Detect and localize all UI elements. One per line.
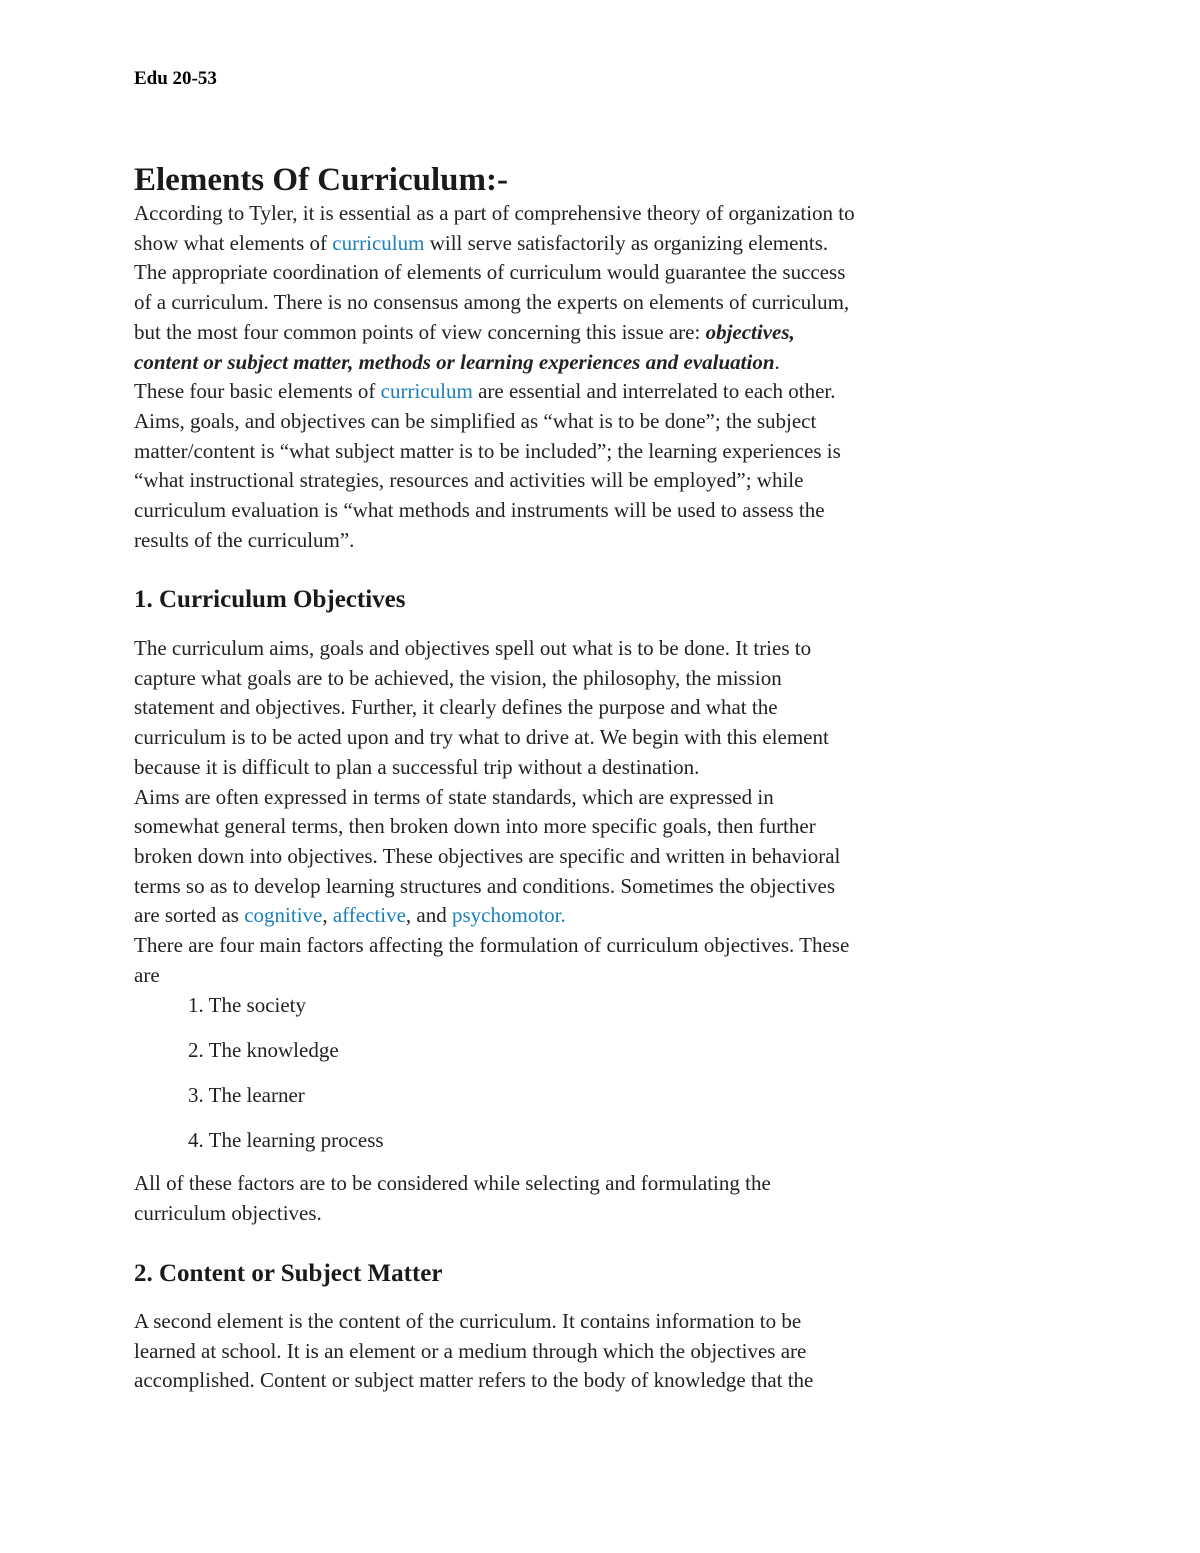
content-paragraph [134,1307,974,1396]
intro-line: These four basic elements of curriculum are essential and interrelated to each other. [134,379,836,404]
intro-line: curriculum evaluation is “what methods and instruments will be used to assess the [134,498,825,523]
paragraph-line: broken down into objectives. These objectives are specific and written in behavioral [134,843,841,868]
paragraph-line: are [134,962,160,987]
psychomotor-link[interactable]: psychomotor. [452,903,566,928]
paragraph-line: curriculum objectives. [134,1200,322,1225]
cognitive-link[interactable]: cognitive [244,903,323,928]
header-code: Edu 20-53 [134,68,217,89]
intro-line: show what elements of curriculum will serve satisfactorily as organizing elements. [134,230,829,255]
intro-line: of a curriculum. There is no consensus among the experts on elements of curriculum, [134,290,850,315]
paragraph-line: The curriculum aims, goals and objectives spell out what is to be done. It tries to [134,636,812,660]
objectives-paragraph [134,634,974,990]
factors-list [188,990,384,1170]
list-item: 2. The knowledge [188,1038,339,1062]
page-title: Elements Of Curriculum:- [134,162,508,198]
list-item: 1. The society [188,993,307,1017]
intro-line: results of the curriculum”. [134,527,355,552]
paragraph-line: statement and objectives. Further, it clearly defines the purpose and what the [134,695,778,720]
intro-line: The appropriate coordination of elements of curriculum would guarantee the success [134,260,846,285]
section-heading-objectives: 1. Curriculum Objectives [134,586,406,613]
paragraph-line: accomplished. Content or subject matter refers to the body of knowledge that the [134,1368,814,1393]
intro-line: According to Tyler, it is essential as a part of comprehensive theory of organization to [134,201,855,225]
intro-line: “what instructional strategies, resources and activities will be employed”; while [134,468,804,493]
paragraph-line: curriculum is to be acted upon and try what to drive at. We begin with this element [134,725,829,750]
paragraph-line: terms so as to develop learning structures and conditions. Sometimes the objectives [134,873,836,898]
affective-link[interactable]: affective [332,903,406,928]
intro-line: Aims, goals, and objectives can be simplified as “what is to be done”; the subject [134,408,817,433]
intro-line: matter/content is “what subject matter is to be included”; the learning experiences is [134,438,841,463]
paragraph-line: learned at school. It is an element or a medium through which the objectives are [134,1338,807,1363]
curriculum-link[interactable]: curriculum [380,379,473,404]
paragraph-line: Aims are often expressed in terms of state standards, which are expressed in [134,784,774,809]
paragraph-line: A second element is the content of the curriculum. It contains information to be [134,1309,802,1333]
curriculum-link[interactable]: curriculum [332,230,425,255]
paragraph-line: There are four main factors affecting the formulation of curriculum objectives. These [134,933,850,958]
list-item: 4. The learning process [188,1128,384,1152]
paragraph-line: All of these factors are to be considered while selecting and formulating the [134,1171,771,1195]
factors-closing-paragraph [134,1169,974,1228]
paragraph-line: are sorted as cognitive, affective, and psychomotor. [134,903,566,928]
intro-line: but the most four common points of view concerning this issue are: objectives, [134,319,795,344]
paragraph-line: capture what goals are to be achieved, the vision, the philosophy, the mission [134,665,782,690]
list-item: 3. The learner [188,1083,305,1107]
intro-paragraph [134,199,974,555]
paragraph-line: because it is difficult to plan a successful trip without a destination. [134,754,700,779]
paragraph-line: somewhat general terms, then broken down into more specific goals, then further [134,814,816,839]
section-heading-content: 2. Content or Subject Matter [134,1260,443,1287]
intro-line: content or subject matter, methods or learning experiences and evaluation. [134,349,780,374]
